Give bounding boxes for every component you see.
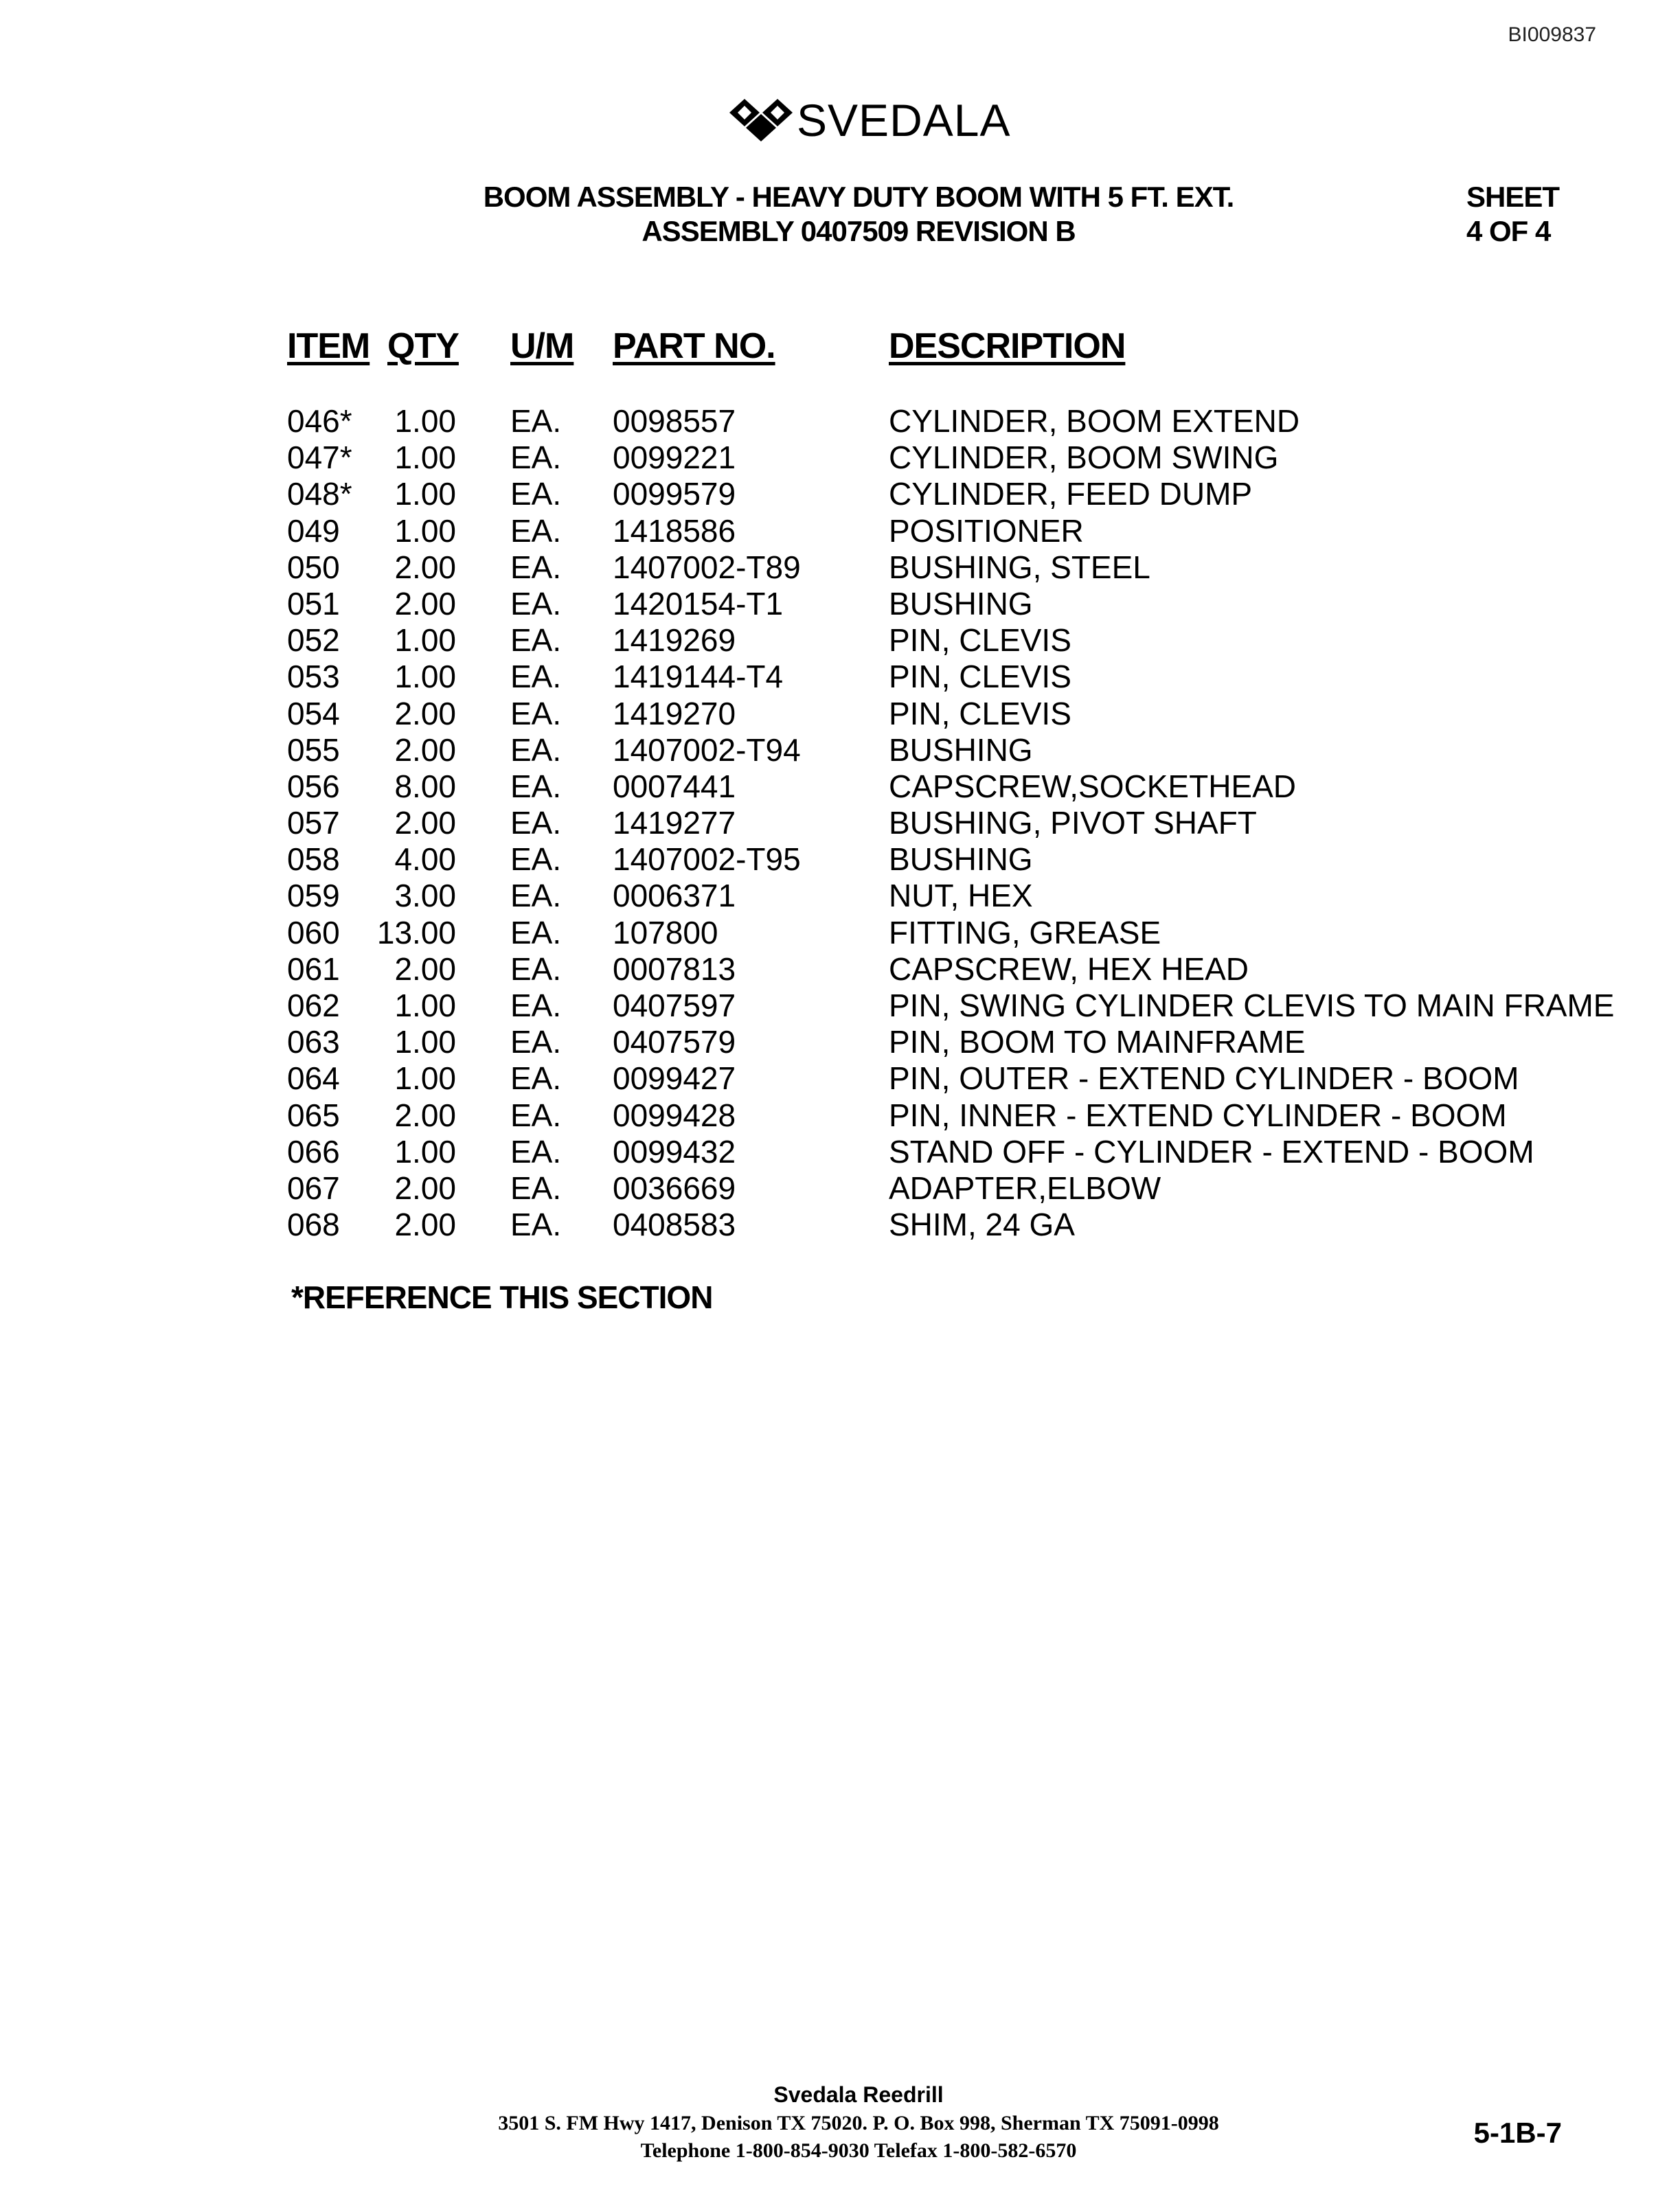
um-cell: EA.	[510, 512, 562, 549]
description-cell: CAPSCREW, HEX HEAD	[889, 950, 1249, 987]
qty-cell: 1.00	[394, 1133, 456, 1170]
qty-cell: 1.00	[394, 1024, 456, 1060]
item-cell: 050	[287, 549, 340, 585]
um-cell: EA.	[510, 695, 562, 731]
sheet-label: SHEET	[1466, 181, 1559, 213]
qty-cell: 4.00	[394, 841, 456, 878]
um-cell: EA.	[510, 440, 562, 476]
qty-cell: 1.00	[394, 622, 456, 659]
document-id: BI009837	[1508, 23, 1596, 46]
item-cell: 048*	[287, 476, 352, 512]
item-cell: 051	[287, 585, 340, 622]
um-cell: EA.	[510, 1097, 562, 1133]
um-cell: EA.	[510, 1024, 562, 1060]
part-number-cell: 0007441	[613, 768, 736, 804]
um-cell: EA.	[510, 476, 562, 512]
qty-cell: 2.00	[394, 1207, 456, 1243]
um-cell: EA.	[510, 403, 562, 439]
item-cell: 064	[287, 1060, 340, 1097]
part-number-cell: 1407002-T95	[613, 841, 801, 878]
item-cell: 057	[287, 805, 340, 841]
qty-cell: 2.00	[394, 805, 456, 841]
qty-cell: 1.00	[394, 988, 456, 1023]
part-number-cell: 0407579	[613, 1024, 736, 1060]
qty-cell: 1.00	[394, 403, 456, 439]
title-line-1: BOOM ASSEMBLY - HEAVY DUTY BOOM WITH 5 FT. EXT.	[483, 181, 1234, 213]
description-cell: PIN, CLEVIS	[889, 659, 1071, 695]
um-cell: EA.	[510, 549, 562, 585]
item-cell: 061	[287, 950, 340, 987]
item-cell: 054	[287, 695, 340, 731]
qty-cell: 1.00	[394, 476, 456, 512]
part-number-cell: 0099221	[613, 440, 736, 476]
um-cell: EA.	[510, 988, 562, 1023]
qty-cell: 2.00	[394, 1097, 456, 1133]
item-cell: 053	[287, 659, 340, 695]
sheet-value: 4 OF 4	[1466, 215, 1551, 247]
um-cell: EA.	[510, 1207, 562, 1243]
svedala-logo	[728, 96, 1010, 144]
item-cell: 046*	[287, 403, 352, 439]
description-cell: PIN, CLEVIS	[889, 695, 1071, 731]
um-cell: EA.	[510, 585, 562, 622]
qty-cell: 2.00	[394, 950, 456, 987]
part-number-cell: 1418586	[613, 512, 736, 549]
part-number-cell: 1407002-T89	[613, 549, 801, 585]
description-cell: FITTING, GREASE	[889, 914, 1161, 950]
header-part-no: PART NO.	[613, 326, 775, 366]
description-cell: PIN, CLEVIS	[889, 622, 1071, 659]
description-cell: POSITIONER	[889, 512, 1084, 549]
part-number-cell: 0099427	[613, 1060, 736, 1097]
item-cell: 056	[287, 768, 340, 804]
description-cell: CAPSCREW,SOCKETHEAD	[889, 768, 1296, 804]
header-um: U/M	[510, 326, 574, 366]
header-qty: QTY	[387, 326, 459, 366]
qty-cell: 8.00	[394, 768, 456, 804]
item-cell: 049	[287, 512, 340, 549]
description-cell: PIN, SWING CYLINDER CLEVIS TO MAIN FRAME	[889, 988, 1615, 1023]
um-cell: EA.	[510, 731, 562, 768]
part-number-cell: 0098557	[613, 403, 736, 439]
part-number-cell: 0007813	[613, 950, 736, 987]
part-number-cell: 1419270	[613, 695, 736, 731]
um-cell: EA.	[510, 1060, 562, 1097]
part-number-cell: 1419144-T4	[613, 659, 784, 695]
description-cell: PIN, BOOM TO MAINFRAME	[889, 1024, 1306, 1060]
description-cell: CYLINDER, BOOM EXTEND	[889, 403, 1300, 439]
um-cell: EA.	[510, 768, 562, 804]
description-cell: SHIM, 24 GA	[889, 1207, 1075, 1243]
footer-address: 3501 S. FM Hwy 1417, Denison TX 75020. P. O. Box 998, Sherman TX 75091-0998	[498, 2112, 1219, 2134]
title-line-2: ASSEMBLY 0407509 REVISION B	[642, 215, 1076, 247]
part-number-cell: 107800	[613, 914, 718, 950]
um-cell: EA.	[510, 805, 562, 841]
part-number-cell: 1420154-T1	[613, 585, 784, 622]
footer-phone: Telephone 1-800-854-9030 Telefax 1-800-582-6570	[640, 2139, 1077, 2162]
footer	[412, 2079, 1305, 2165]
description-cell: CYLINDER, FEED DUMP	[889, 476, 1253, 512]
qty-cell: 2.00	[394, 549, 456, 585]
qty-cell: 2.00	[394, 731, 456, 768]
item-cell: 065	[287, 1097, 340, 1133]
part-number-cell: 1419269	[613, 622, 736, 659]
um-cell: EA.	[510, 659, 562, 695]
part-number-cell: 0408583	[613, 1207, 736, 1243]
description-cell: ADAPTER,ELBOW	[889, 1170, 1161, 1206]
qty-cell: 1.00	[394, 1060, 456, 1097]
item-cell: 068	[287, 1207, 340, 1243]
um-cell: EA.	[510, 878, 562, 914]
description-cell: BUSHING, STEEL	[889, 549, 1150, 585]
description-cell: BUSHING	[889, 731, 1033, 768]
part-number-cell: 0099579	[613, 476, 736, 512]
item-cell: 058	[287, 841, 340, 878]
logo-text: SVEDALA	[797, 95, 1011, 146]
item-cell: 047*	[287, 440, 352, 476]
um-cell: EA.	[510, 914, 562, 950]
part-number-cell: 0036669	[613, 1170, 736, 1206]
qty-cell: 2.00	[394, 585, 456, 622]
item-cell: 062	[287, 988, 340, 1023]
um-cell: EA.	[510, 622, 562, 659]
description-cell: BUSHING, PIVOT SHAFT	[889, 805, 1257, 841]
item-cell: 060	[287, 914, 340, 950]
item-cell: 055	[287, 731, 340, 768]
um-cell: EA.	[510, 1170, 562, 1206]
part-number-cell: 1407002-T94	[613, 731, 801, 768]
header-item: ITEM	[287, 326, 370, 366]
part-number-cell: 0099432	[613, 1133, 736, 1170]
item-cell: 052	[287, 622, 340, 659]
part-number-cell: 0407597	[613, 988, 736, 1023]
footer-company: Svedala Reedrill	[773, 2082, 944, 2107]
part-number-cell: 0006371	[613, 878, 736, 914]
qty-cell: 2.00	[394, 1170, 456, 1206]
qty-cell: 1.00	[394, 659, 456, 695]
qty-cell: 13.00	[376, 914, 456, 950]
description-cell: PIN, INNER - EXTEND CYLINDER - BOOM	[889, 1097, 1507, 1133]
svedala-diamond-icon	[728, 98, 794, 143]
item-cell: 059	[287, 878, 340, 914]
um-cell: EA.	[510, 950, 562, 987]
um-cell: EA.	[510, 1133, 562, 1170]
um-cell: EA.	[510, 841, 562, 878]
description-cell: CYLINDER, BOOM SWING	[889, 440, 1279, 476]
page-number: 5-1B-7	[1473, 2117, 1562, 2149]
description-cell: PIN, OUTER - EXTEND CYLINDER - BOOM	[889, 1060, 1519, 1097]
part-number-cell: 1419277	[613, 805, 736, 841]
document-title	[412, 180, 1305, 249]
part-number-cell: 0099428	[613, 1097, 736, 1133]
description-cell: BUSHING	[889, 841, 1033, 878]
description-cell: BUSHING	[889, 585, 1033, 622]
qty-cell: 3.00	[394, 878, 456, 914]
header-description: DESCRIPTION	[889, 326, 1126, 366]
description-cell: STAND OFF - CYLINDER - EXTEND - BOOM	[889, 1133, 1534, 1170]
qty-cell: 2.00	[394, 695, 456, 731]
qty-cell: 1.00	[394, 440, 456, 476]
description-cell: NUT, HEX	[889, 878, 1033, 914]
item-cell: 063	[287, 1024, 340, 1060]
qty-cell: 1.00	[394, 512, 456, 549]
reference-note: *REFERENCE THIS SECTION	[291, 1279, 713, 1315]
item-cell: 067	[287, 1170, 340, 1206]
item-cell: 066	[287, 1133, 340, 1170]
sheet-indicator	[1466, 180, 1559, 249]
